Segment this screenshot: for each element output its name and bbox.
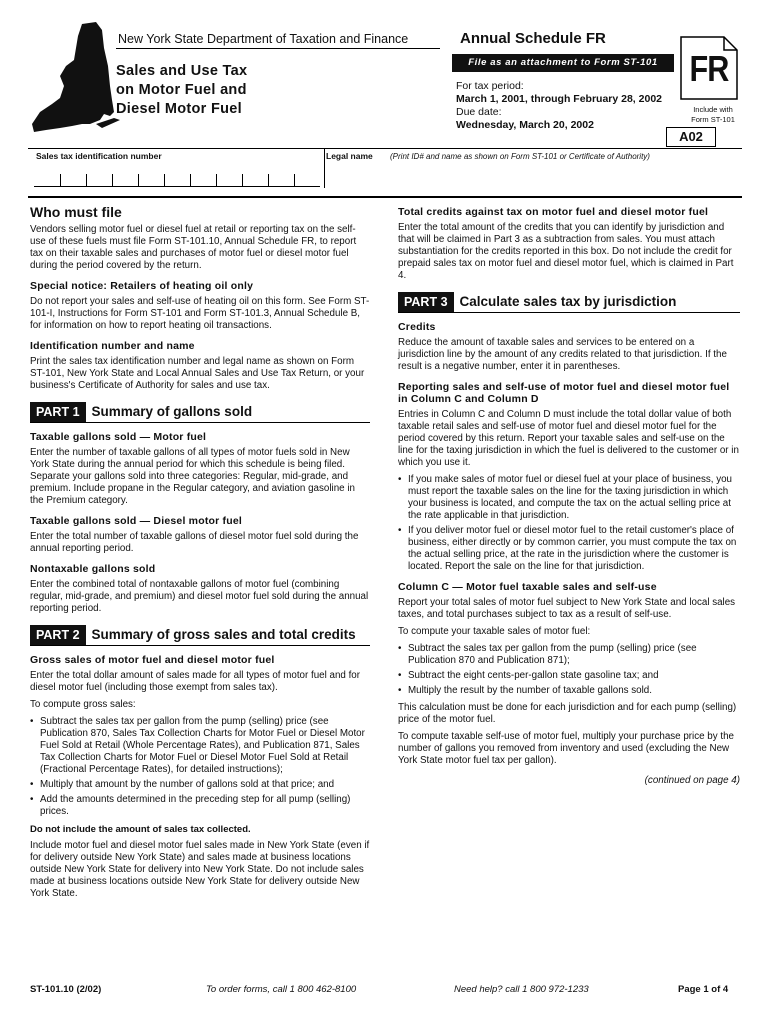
fr-letters: FR <box>689 48 729 89</box>
id-section-top-rule <box>28 148 742 149</box>
title-line-3: Diesel Motor Fuel <box>116 101 242 117</box>
legal-name-field[interactable] <box>330 172 740 186</box>
tax-period: March 1, 2001, through February 28, 2002 <box>456 93 663 105</box>
list-item: • Subtract the eight cents-per-gallon state gasoline tax; and <box>398 670 740 682</box>
id-section-divider <box>324 148 325 188</box>
include-with-note <box>682 105 744 125</box>
title-line-2: on Motor Fuel and <box>116 82 247 98</box>
taxable-gallons-text: Enter the number of taxable gallons of all types of motor fuels sold in New York State during the annual period for which this schedule is being filed. Separate your gallons sold into three categories: Regular, mid-grade, and premium. Include propane in the Regular category, and aviation gasoline in the Premium category. <box>30 447 355 506</box>
part3-tag: PART 3 <box>398 292 454 312</box>
footer-form-id: ST-101.10 (2/02) <box>30 984 102 995</box>
part3-title: Calculate sales tax by jurisdiction <box>459 294 677 309</box>
total-credits-heading: Total credits against tax on motor fuel and diesel motor fuel <box>398 206 709 218</box>
column-c-heading: Column C — Motor fuel taxable sales and self-use <box>398 581 657 593</box>
diesel-gallons-heading: Taxable gallons sold — Diesel motor fuel <box>30 515 243 527</box>
column-c-text: Report your total sales of motor fuel subject to New York State and local sales taxes, and total purchases subject to tax as a result of self-use. <box>398 597 736 620</box>
gross-sales-heading: Gross sales of motor fuel and diesel motor fuel <box>30 654 275 666</box>
right-column <box>398 206 740 787</box>
reporting-heading: Reporting sales and self-use of motor fuel and diesel motor fuel in Column C and Column D <box>398 381 730 405</box>
include-note-line-1: Include with <box>693 105 733 114</box>
taxable-gallons-heading: Taxable gallons sold — Motor fuel <box>30 431 207 443</box>
credits-heading: Credits <box>398 321 436 333</box>
due-date-label: Due date: <box>456 106 502 118</box>
list-item: • Multiply that amount by the number of gallons sold at that price; and <box>30 779 370 791</box>
part2-tag: PART 2 <box>30 625 86 645</box>
reporting-text: Entries in Column C and Column D must include the total dollar value of both taxable retail sales and self-use of motor fuel and diesel motor fuel for the period covered by this return. Report your taxable sales and self-use on the line for the taxing jurisdiction in which the fuel is delivered to the customer or in which you use it. <box>398 409 739 468</box>
legal-name-label: Legal name <box>326 151 373 161</box>
include-note-line-2: Form ST-101 <box>691 115 735 124</box>
taxable-sales-steps <box>398 643 740 697</box>
who-must-file-heading: Who must file <box>30 204 122 220</box>
reporting-rules <box>398 474 740 573</box>
attachment-note: File as an attachment to Form ST-101 <box>452 54 674 72</box>
form-code: A02 <box>666 127 716 147</box>
do-not-include-note: Do not include the amount of sales tax collected. <box>30 824 251 835</box>
part2-header <box>30 625 370 646</box>
footer-page-number: Page 1 of 4 <box>678 984 729 995</box>
who-must-file-text: Vendors selling motor fuel or diesel fuel at retail or reporting tax on the self-use of these fuels must file Form ST-101.10, Annual Schedule FR, to report tax on their taxable sales and purchases of motor fuel or diesel motor fuel during the period covered by the return. <box>30 224 357 271</box>
credits-text: Reduce the amount of taxable sales and services to be entered on a jurisdiction line by the amount of any credits related to that jurisdiction. If the result is a negative number, enter it in parentheses. <box>398 337 727 372</box>
schedule-title: Annual Schedule FR <box>460 30 606 47</box>
list-item: • Add the amounts determined in the preceding step for all pump (selling) prices. <box>30 794 370 818</box>
include-sales-text: Include motor fuel and diesel motor fuel sales made in New York State (even if for delivery outside New York State) and sales made at business locations outside New York State for delivery into New York State. Do not include sales made at business locations outside New York State for delivery outside New York State. <box>30 840 370 899</box>
header-rule <box>116 48 440 49</box>
special-notice-heading: Special notice: Retailers of heating oil only <box>30 280 254 292</box>
gross-sales-text: Enter the total dollar amount of sales made for all types of motor fuel and for diesel motor fuel (including those exempt from sales tax). <box>30 670 361 693</box>
due-date: Wednesday, March 20, 2002 <box>456 119 594 131</box>
list-item: • Multiply the result by the number of taxable gallons sold. <box>398 685 740 697</box>
left-column <box>30 206 370 905</box>
calculation-note: This calculation must be done for each jurisdiction and for each pump (selling) price of the motor fuel. <box>398 702 737 725</box>
sales-tax-id-field[interactable] <box>34 172 320 187</box>
new-york-state-map-icon <box>30 20 122 142</box>
continued-note: (continued on page 4) <box>644 775 740 786</box>
footer-need-help: Need help? call 1 800 972-1233 <box>454 984 589 995</box>
special-notice-text: Do not report your sales and self-use of heating oil on this form. See Form ST-101-I, Instructions for Form ST-101 and Form ST-101.3, Annual Schedule B, for information on how to report heating oil transactions. <box>30 296 370 331</box>
tax-period-block <box>456 80 662 132</box>
list-item: • Subtract the sales tax per gallon from the pump (selling) price (see Publication 870 and Publication 871); <box>398 643 740 667</box>
form-title <box>116 62 247 119</box>
sales-tax-id-label: Sales tax identification number <box>36 151 162 161</box>
tax-period-label: For tax period: <box>456 80 524 92</box>
part3-header <box>398 292 740 313</box>
nontaxable-gallons-heading: Nontaxable gallons sold <box>30 563 156 575</box>
agency-name: New York State Department of Taxation and Finance <box>118 32 409 46</box>
part1-header <box>30 402 370 423</box>
list-item: • Subtract the sales tax per gallon from the pump (selling) price (see Publication 870, Sales Tax Collection Charts for Motor Fuel or Diesel Motor Fuel Sold at Retail (Whole Percentage Rates), and Publication 871, Sales Tax Collection Charts for Motor Fuel or Diesel Motor Fuel Sold at Retail (Fractional Percentage Rates), for detailed instructions); <box>30 716 370 776</box>
part1-tag: PART 1 <box>30 402 86 422</box>
identification-heading: Identification number and name <box>30 340 195 352</box>
list-item: • If you deliver motor fuel or diesel motor fuel to the retail customer's place of business, either directly or by common carrier, you must compute the tax on the actual selling price, at the rate in the jurisdiction where the customer is located. Report the sale on the line for that jurisdiction. <box>398 525 740 573</box>
legal-name-note: (Print ID# and name as shown on Form ST-101 or Certificate of Authority) <box>390 152 650 161</box>
compute-gross-intro: To compute gross sales: <box>30 699 136 710</box>
list-item: • If you make sales of motor fuel or diesel fuel at your place of business, you must report the taxable sales on the line for the taxing jurisdiction in which your business is located, and compute the tax on the actual selling price at the rate applicable in that jurisdiction. <box>398 474 740 522</box>
gross-sales-steps <box>30 716 370 818</box>
self-use-text: To compute taxable self-use of motor fuel, multiply your purchase price by the number of gallons you removed from inventory and used (excluding the New York State motor fuel tax per gallon). <box>398 731 734 766</box>
compute-taxable-intro: To compute your taxable sales of motor fuel: <box>398 626 591 637</box>
id-section-bottom-rule <box>28 196 742 198</box>
nontaxable-gallons-text: Enter the combined total of nontaxable gallons of motor fuel (combining regular, mid-grade, and premium) and diesel motor fuel sold during the annual reporting period. <box>30 579 369 614</box>
part2-title: Summary of gross sales and total credits <box>91 627 356 642</box>
identification-text: Print the sales tax identification number and legal name as shown on Form ST-101, New York State and Local Annual Sales and Use Tax Return, or your business's Certificate of Authority for sales and use tax. <box>30 356 365 391</box>
diesel-gallons-text: Enter the total number of taxable gallons of diesel motor fuel sold during the annual reporting period. <box>30 531 359 554</box>
footer-order-forms: To order forms, call 1 800 462-8100 <box>206 984 357 995</box>
total-credits-text: Enter the total amount of the credits that you can identify by jurisdiction and that will be claimed in Part 3 as a subtraction from sales. You must attach substantiation for the credits reported in this box. Do not include the credit for prepaid sales tax on motor fuel and diesel motor fuel, which is claimed in Part 4. <box>398 222 734 281</box>
part1-title: Summary of gallons sold <box>91 404 253 419</box>
title-line-1: Sales and Use Tax <box>116 63 248 79</box>
fr-badge <box>680 36 738 100</box>
